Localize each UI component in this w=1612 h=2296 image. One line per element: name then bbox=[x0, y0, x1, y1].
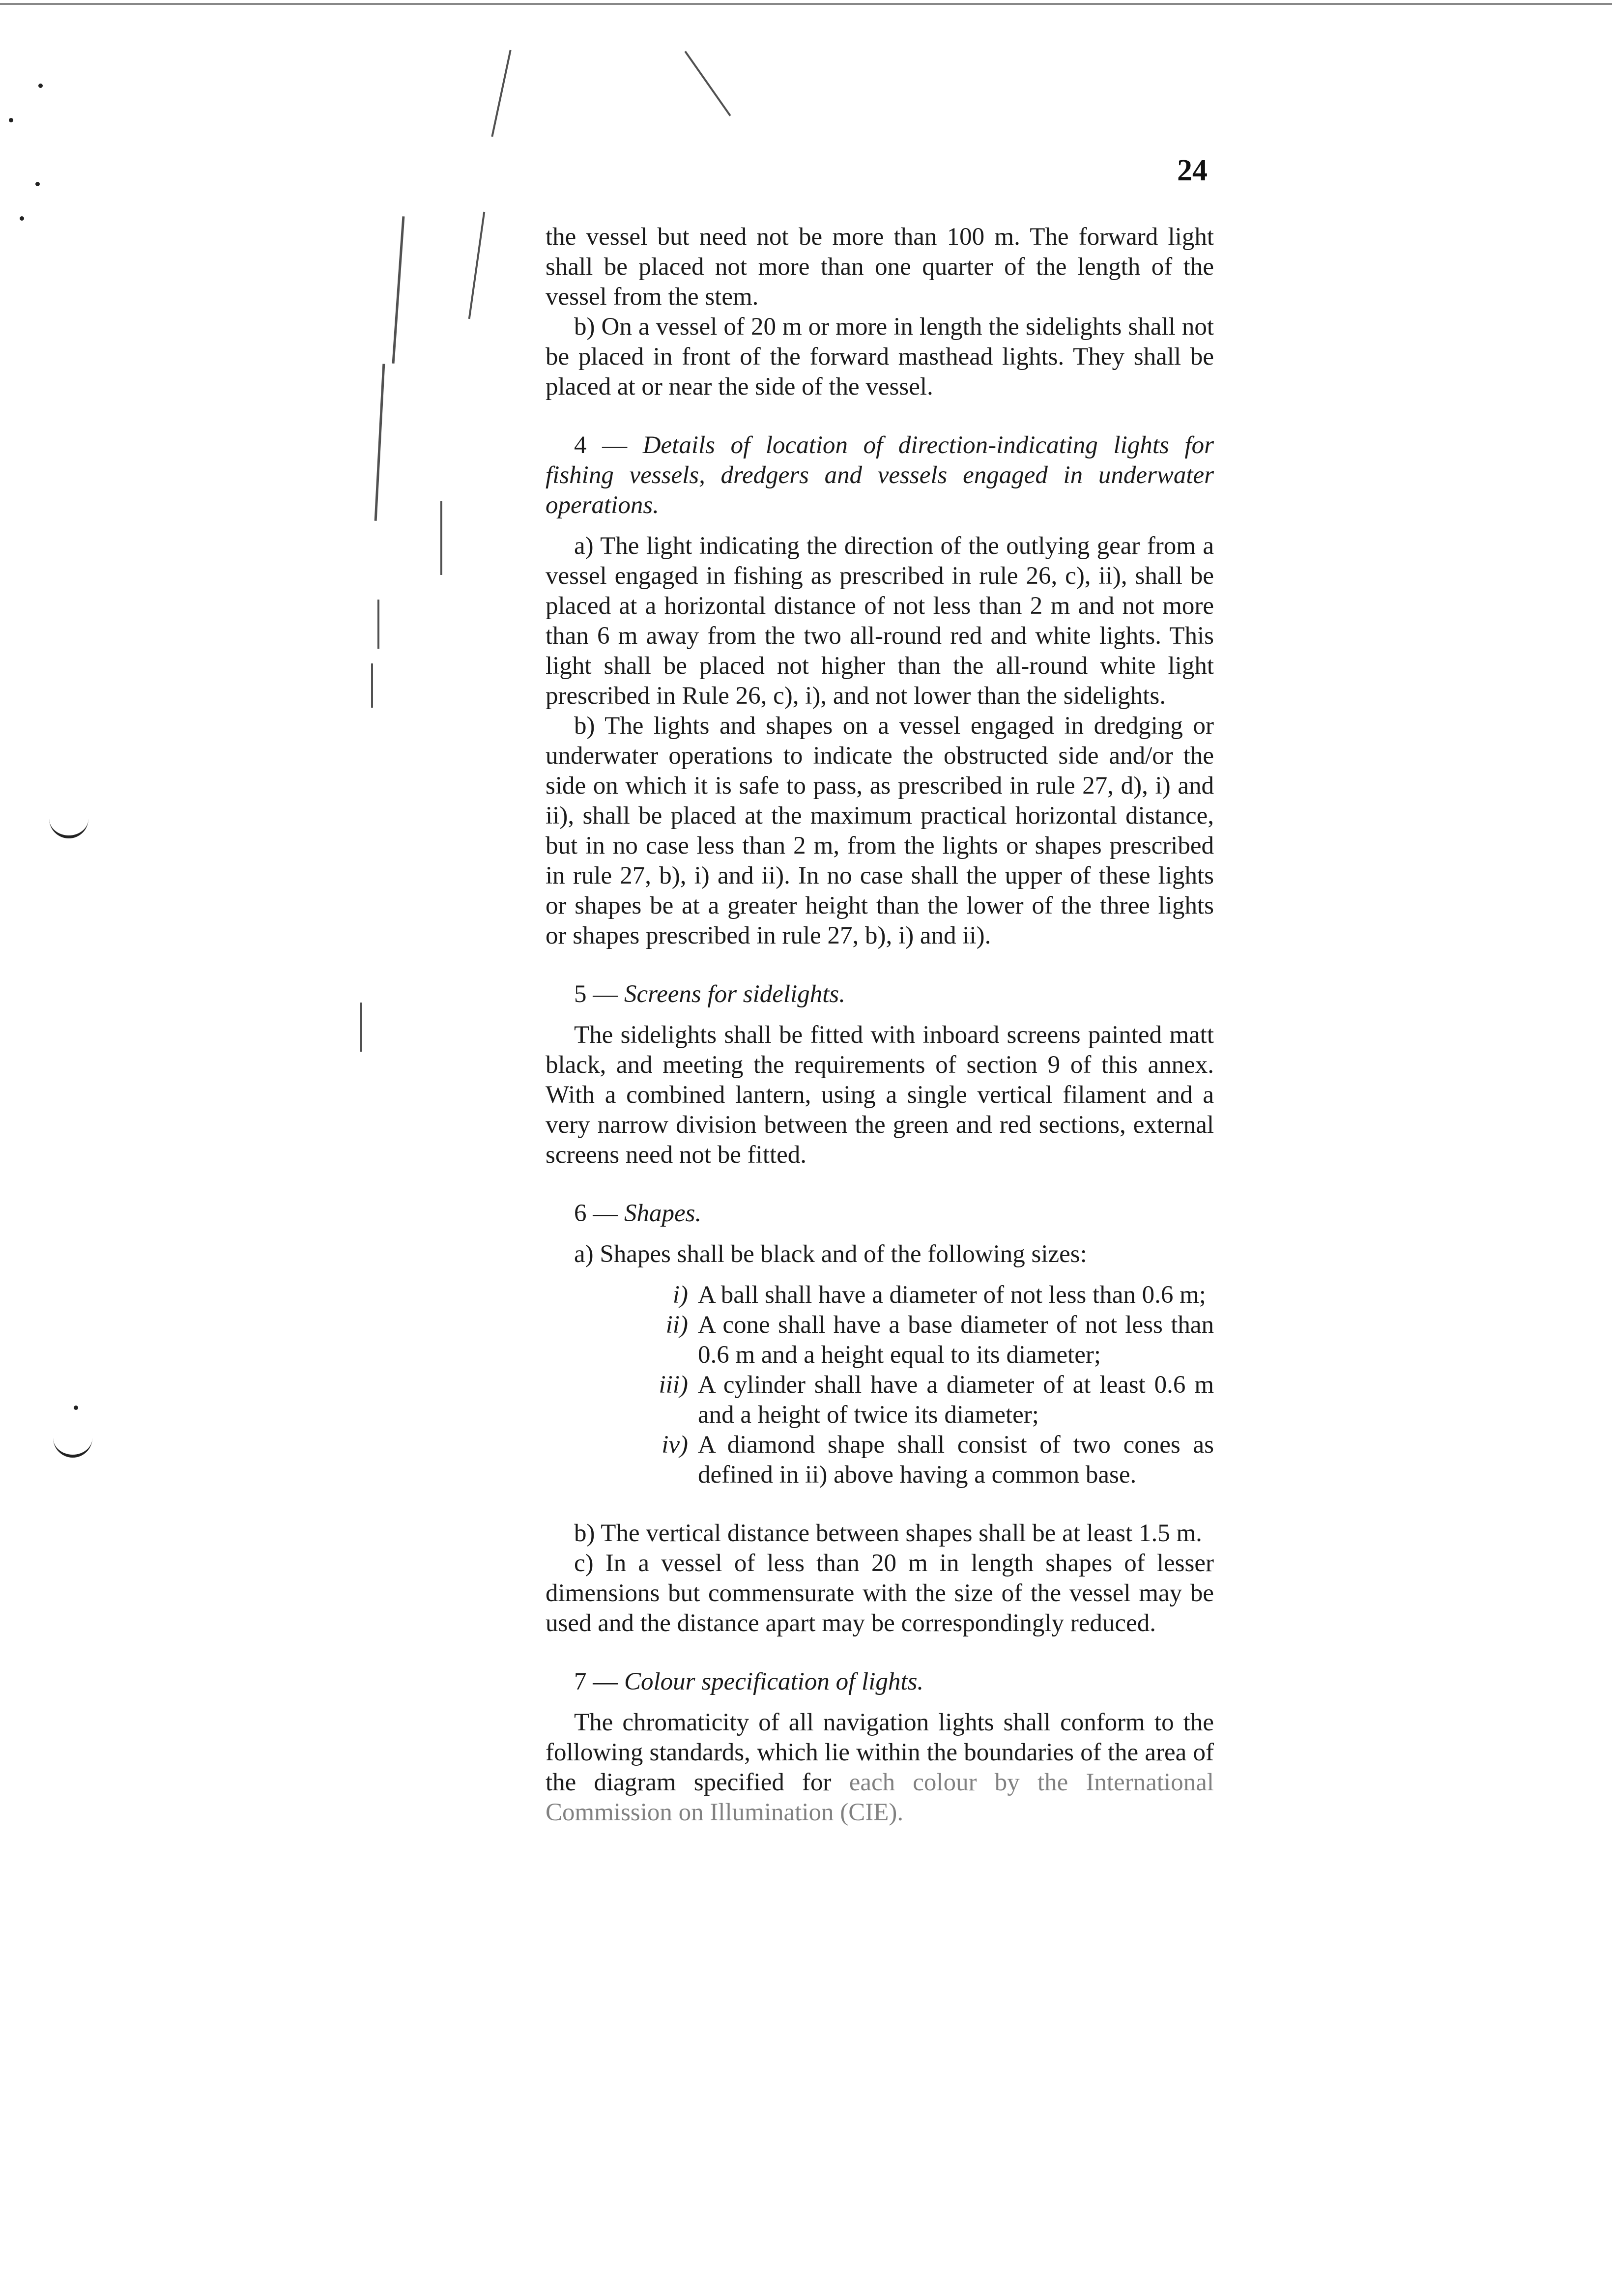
list-item bbox=[546, 1370, 1214, 1430]
page-number: 24 bbox=[1177, 154, 1208, 187]
spacer bbox=[546, 951, 1214, 979]
paragraph-4b: b) The lights and shapes on a vessel engaged in dredging or underwater operations to indicate the obstructed side and/or the side on which it is safe to pass, as prescribed in rule 27, d), i) and ii), shall be placed at the maximum practical horizontal distance, but in no case less than 2 m, from the lights or shapes prescribed in rule 27, b), i) and ii). In no case shall the upper of these lights or shapes be at a greater height than the lower of the three lights or shapes prescribed in rule 27, b), i) and ii). bbox=[546, 712, 1214, 949]
paragraph-7-text: The chromaticity of all navigation lights shall conform to the following standards, which lie within the boundaries of the area of the diagram specified for bbox=[546, 1709, 1214, 1796]
scan-mark bbox=[377, 600, 379, 649]
section-title: Details of location of direction-indicating lights for fishing vessels, dredgers and vessels engaged in underwater operations. bbox=[546, 431, 1214, 519]
scan-arc bbox=[53, 1435, 92, 1458]
paragraph-6b: b) The vertical distance between shapes shall be at least 1.5 m. bbox=[574, 1520, 1202, 1547]
section-6-heading bbox=[546, 1199, 1214, 1229]
list-number: i) bbox=[672, 1281, 688, 1309]
top-rule bbox=[0, 3, 1612, 5]
scan-dot bbox=[35, 182, 40, 186]
section-7-heading bbox=[546, 1667, 1214, 1697]
section-number: 4 — bbox=[574, 431, 643, 459]
scan-mark bbox=[440, 501, 442, 575]
list-number: iv) bbox=[662, 1431, 688, 1459]
paragraph-5: The sidelights shall be fitted with inboard screens painted matt black, and meeting the requirements of section 9 of this annex. With a combined lantern, using a single vertical filament and a very narrow division between the green and red sections, external screens need not be fitted. bbox=[546, 1021, 1214, 1169]
list-text: A ball shall have a diameter of not less than 0.6 m; bbox=[698, 1281, 1206, 1309]
section-title: Colour specification of lights. bbox=[624, 1668, 924, 1695]
spacer bbox=[546, 1009, 1214, 1020]
spacer bbox=[546, 1229, 1214, 1239]
spacer bbox=[546, 1697, 1214, 1708]
document-body bbox=[546, 222, 1214, 1828]
spacer bbox=[546, 402, 1214, 430]
section-5-heading bbox=[546, 979, 1214, 1009]
list-text: A cylinder shall have a diameter of at least 0.6 m and a height of twice its diameter; bbox=[698, 1371, 1214, 1429]
list-text: A cone shall have a base diameter of not less than 0.6 m and a height equal to its diameter; bbox=[698, 1311, 1214, 1369]
scan-dot bbox=[74, 1406, 78, 1410]
scan-mark bbox=[491, 50, 511, 137]
scan-dot bbox=[38, 84, 43, 88]
spacer bbox=[546, 520, 1214, 531]
paragraph-7-faded-text: each colour by the International Commission on Illumination (CIE). bbox=[546, 1769, 1214, 1826]
section-title: Screens for sidelights. bbox=[624, 980, 845, 1008]
scan-dot bbox=[20, 216, 24, 221]
section-number: 7 — bbox=[574, 1668, 624, 1695]
scan-mark bbox=[468, 212, 486, 319]
paragraph-4a: a) The light indicating the direction of the outlying gear from a vessel engaged in fishing as prescribed in rule 26, c), ii), shall be placed at a horizontal distance of not less than 2 m and not more than 6 m away from the two all-round red and white lights. This light shall be placed not higher than the all-round white light prescribed in Rule 26, c), i), and not lower than the sidelights. bbox=[546, 532, 1214, 710]
section-4-heading bbox=[546, 430, 1214, 520]
scan-arc bbox=[49, 816, 88, 838]
scan-dot bbox=[9, 118, 13, 122]
paragraph-3b: b) On a vessel of 20 m or more in length the sidelights shall not be placed in front of the forward masthead lights. They shall be placed at or near the side of the vessel. bbox=[546, 313, 1214, 401]
scan-mark bbox=[392, 216, 405, 364]
list-item bbox=[546, 1430, 1214, 1490]
list-text: A diamond shape shall consist of two cones as defined in ii) above having a common base. bbox=[698, 1431, 1214, 1489]
list-number: ii) bbox=[665, 1311, 688, 1339]
spacer bbox=[546, 1638, 1214, 1667]
section-number: 5 — bbox=[574, 980, 624, 1008]
section-number: 6 — bbox=[574, 1200, 624, 1227]
list-item bbox=[546, 1310, 1214, 1370]
scan-mark bbox=[371, 663, 373, 708]
spacer bbox=[546, 1170, 1214, 1199]
spacer bbox=[546, 1269, 1214, 1280]
paragraph-7 bbox=[546, 1708, 1214, 1828]
scan-mark bbox=[374, 364, 385, 521]
spacer bbox=[546, 1490, 1214, 1519]
scan-mark bbox=[360, 1003, 362, 1052]
scan-mark bbox=[684, 51, 731, 116]
paragraph-6a: a) Shapes shall be black and of the following sizes: bbox=[574, 1240, 1087, 1268]
section-title: Shapes. bbox=[624, 1200, 702, 1227]
paragraph-6c: c) In a vessel of less than 20 m in length shapes of lesser dimensions but commensurate with the size of the vessel may be used and the distance apart may be correspondingly reduced. bbox=[546, 1550, 1214, 1637]
paragraph-continuation: the vessel but need not be more than 100 m. The forward light shall be placed not more than one quarter of the length of the vessel from the stem. bbox=[546, 223, 1214, 311]
list-item bbox=[546, 1280, 1214, 1310]
list-number: iii) bbox=[659, 1371, 688, 1399]
